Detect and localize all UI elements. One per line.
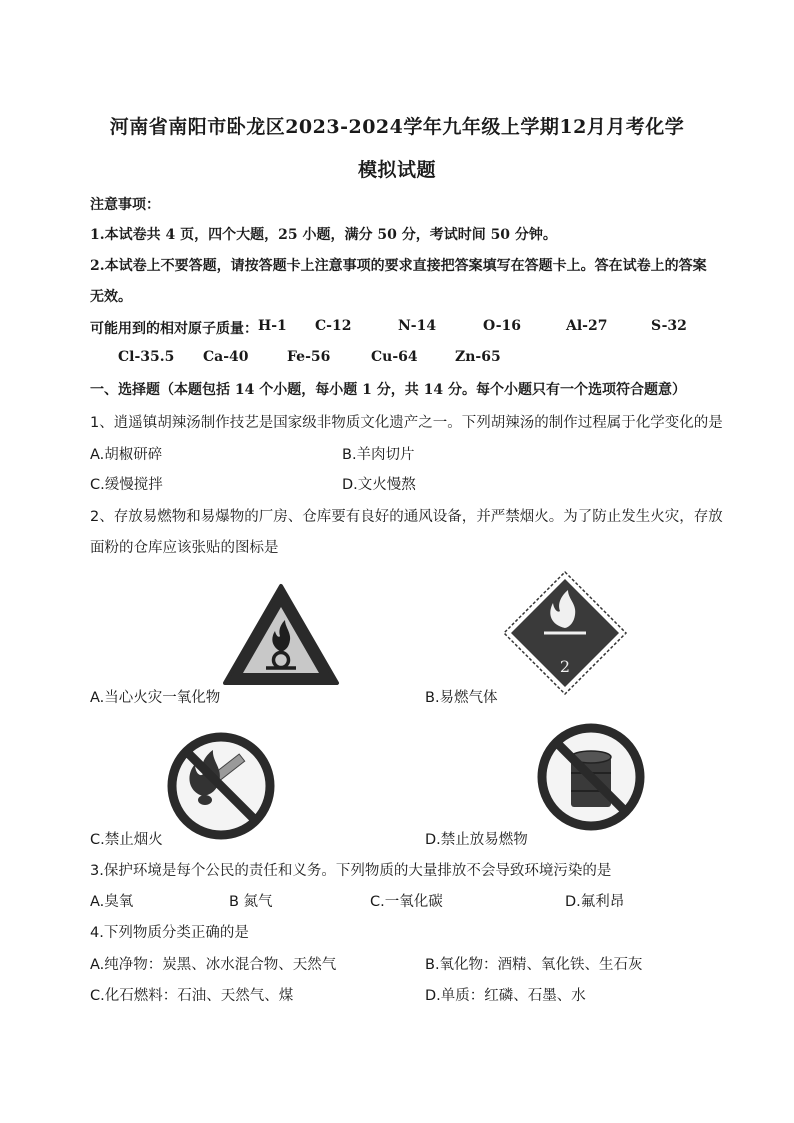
atomic-mass-cl: Cl-35.5	[118, 349, 175, 365]
q3-option-a: A.臭氧	[90, 894, 134, 910]
q2-stem-line2: 面粉的仓库应该张贴的图标是	[90, 540, 279, 556]
atomic-mass-h: H-1	[258, 318, 287, 334]
no-flammable-materials-sign-icon	[535, 721, 647, 833]
q2-option-a: A.当心火灾一氧化物	[90, 690, 221, 706]
q1-option-d: D.文火慢熬	[342, 477, 416, 493]
oxidizer-warning-sign-icon	[222, 583, 340, 686]
q4-option-c: C.化石燃料：石油、天然气、煤	[90, 988, 294, 1004]
page-title: 河南省南阳市卧龙区2023-2024学年九年级上学期12月月考化学	[109, 116, 685, 138]
atomic-mass-n: N-14	[398, 318, 437, 334]
atomic-mass-ca: Ca-40	[203, 349, 249, 365]
atomic-mass-al: Al-27	[566, 318, 608, 334]
q2-stem-line1: 2、存放易燃物和易爆物的厂房、仓库要有良好的通风设备，并严禁烟火。为了防止发生火灾，存放	[90, 509, 723, 525]
atomic-mass-fe: Fe-56	[287, 349, 331, 365]
q2-option-d: D.禁止放易燃物	[425, 832, 528, 848]
notes-item-1: 1.本试卷共 4 页，四个大题，25 小题，满分 50 分，考试时间 50 分钟。	[90, 227, 557, 243]
atomic-mass-c: C-12	[315, 318, 352, 334]
page-subtitle: 模拟试题	[357, 159, 436, 181]
q3-stem: 3.保护环境是每个公民的责任和义务。下列物质的大量排放不会导致环境污染的是	[90, 863, 612, 879]
q2-option-b: B.易燃气体	[425, 690, 498, 706]
q3-option-b: B 氮气	[229, 894, 273, 910]
flammable-gas-diamond-icon	[502, 570, 628, 696]
atomic-mass-cu: Cu-64	[371, 349, 418, 365]
notes-item-2-line2: 无效。	[90, 289, 132, 305]
q1-option-c: C.缓慢搅拌	[90, 477, 163, 493]
atomic-mass-o: O-16	[483, 318, 522, 334]
atomic-mass-zn: Zn-65	[455, 349, 501, 365]
q4-option-b: B.氧化物：酒精、氧化铁、生石灰	[425, 957, 643, 973]
notes-item-2-line1: 2.本试卷上不要答题，请按答题卡上注意事项的要求直接把答案填写在答题卡上。答在试卷上的答案	[90, 258, 707, 274]
q3-option-c: C.一氧化碳	[370, 894, 443, 910]
q4-stem: 4.下列物质分类正确的是	[90, 925, 249, 941]
q3-option-d: D.氟利昂	[565, 894, 625, 910]
q1-option-b: B.羊肉切片	[342, 447, 415, 463]
q2-option-c: C.禁止烟火	[90, 832, 163, 848]
q4-option-a: A.纯净物：炭黑、冰水混合物、天然气	[90, 957, 337, 973]
section-1-heading: 一、选择题（本题包括 14 个小题，每小题 1 分，共 14 分。每个小题只有一个选项符合题意）	[90, 382, 686, 398]
q4-option-d: D.单质：红磷、石墨、水	[425, 988, 586, 1004]
q1-stem: 1、逍遥镇胡辣汤制作技艺是国家级非物质文化遗产之一。下列胡辣汤的制作过程属于化学变化的是	[90, 415, 723, 431]
diamond-class-number: 2	[559, 657, 571, 676]
atomic-mass-label: 可能用到的相对原子质量：	[90, 321, 258, 337]
notes-heading: 注意事项：	[90, 197, 160, 213]
no-fire-sign-icon	[165, 730, 277, 842]
q1-option-a: A.胡椒研碎	[90, 447, 163, 463]
atomic-mass-s: S-32	[651, 318, 687, 334]
